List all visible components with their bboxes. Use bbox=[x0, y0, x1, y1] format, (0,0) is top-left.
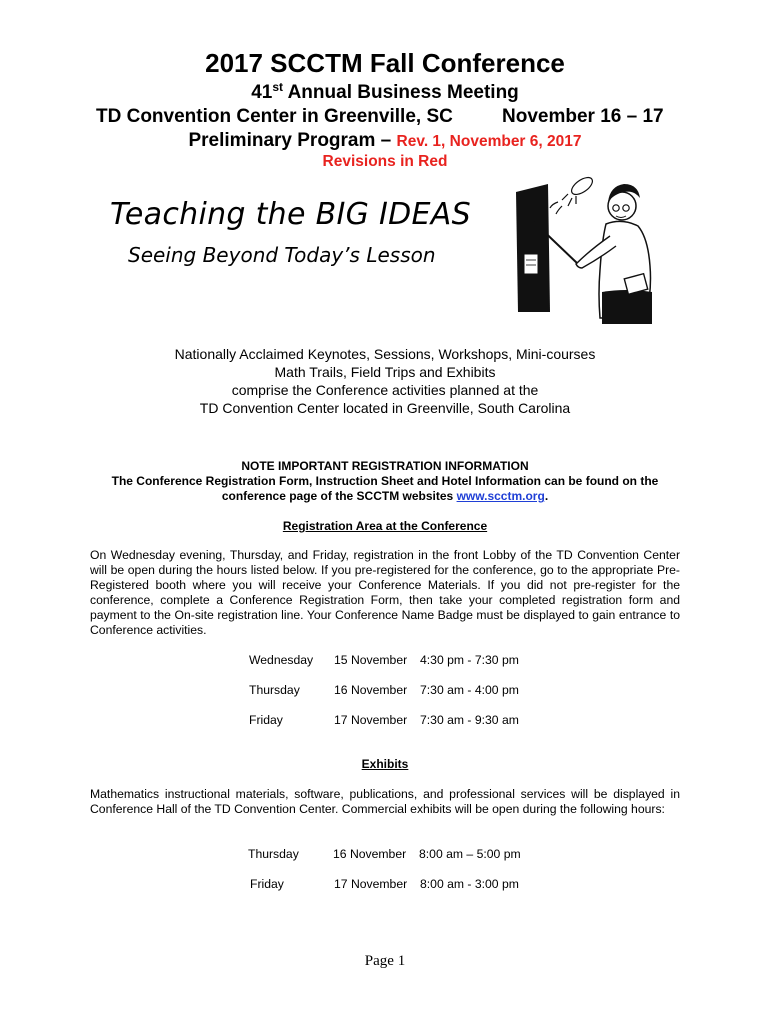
meeting-line bbox=[0, 82, 770, 104]
registration-note-line: The Conference Registration Form, Instruction Sheet and Hotel Information can be found on the bbox=[111, 474, 659, 488]
schedule-date: 17 November bbox=[334, 877, 408, 891]
scctm-website-link[interactable]: www.scctm.org bbox=[456, 489, 545, 503]
registration-note-period: . bbox=[544, 489, 549, 503]
schedule-day: Wednesday bbox=[249, 653, 314, 667]
exhibits-paragraph: Mathematics instructional materials, software, publications, and professional services will be displayed in Conference Hall of the TD Convention Center. Commercial exhibits will be open during the following hours: bbox=[90, 787, 680, 816]
venue-line bbox=[96, 106, 664, 128]
schedule-day: Friday bbox=[249, 713, 283, 727]
intro-line: Math Trails, Field Trips and Exhibits bbox=[274, 364, 496, 380]
registration-schedule-row bbox=[0, 713, 770, 729]
intro-line: Nationally Acclaimed Keynotes, Sessions, Workshops, Mini-courses bbox=[174, 346, 596, 362]
theme-subtitle: Seeing Beyond Today’s Lesson bbox=[128, 243, 436, 267]
venue: TD Convention Center in Greenville, SC bbox=[96, 106, 453, 127]
document-title: 2017 SCCTM Fall Conference bbox=[205, 48, 565, 78]
registration-schedule-row bbox=[0, 683, 770, 699]
meeting-ordinal: st bbox=[272, 80, 284, 94]
schedule-time: 7:30 am - 4:00 pm bbox=[420, 683, 519, 697]
program-label: Preliminary Program – bbox=[188, 130, 397, 151]
meeting-number: 41 bbox=[251, 82, 273, 103]
schedule-day: Friday bbox=[250, 877, 284, 891]
exhibits-schedule-row bbox=[0, 847, 770, 863]
schedule-time: 8:00 am - 3:00 pm bbox=[420, 877, 519, 891]
conference-dates: November 16 – 17 bbox=[502, 106, 664, 127]
registration-area-paragraph: On Wednesday evening, Thursday, and Friday, registration in the front Lobby of the TD Convention Center will be open during the hours listed below. If you pre-registered for the conference, go to the appropriate Pre-Registered booth where you will receive your Conference Materials. If you did not pre-register for the conference, complete a Conference Registration Form, then take your completed registration form and payment to the On-site registration line. Your Conference Name Badge must be displayed to gain entrance to Conference activities. bbox=[90, 548, 680, 637]
schedule-day: Thursday bbox=[248, 847, 299, 861]
revisions-note: Revisions in Red bbox=[322, 153, 448, 170]
intro-line: TD Convention Center located in Greenville, South Carolina bbox=[199, 400, 571, 416]
registration-area-heading: Registration Area at the Conference bbox=[282, 519, 488, 533]
registration-note bbox=[0, 459, 770, 504]
registration-note-heading: NOTE IMPORTANT REGISTRATION INFORMATION bbox=[241, 459, 529, 473]
exhibits-heading: Exhibits bbox=[361, 757, 409, 771]
teacher-illustration bbox=[510, 172, 660, 324]
program-line bbox=[0, 130, 770, 152]
schedule-time: 7:30 am - 9:30 am bbox=[420, 713, 519, 727]
schedule-time: 8:00 am – 5:00 pm bbox=[419, 847, 521, 861]
registration-schedule-row bbox=[0, 653, 770, 669]
schedule-day: Thursday bbox=[249, 683, 300, 697]
intro-line: comprise the Conference activities planned at the bbox=[231, 382, 539, 398]
program-revision: Rev. 1, November 6, 2017 bbox=[396, 133, 582, 150]
schedule-date: 15 November bbox=[334, 653, 408, 667]
registration-note-text: conference page of the SCCTM websites bbox=[221, 489, 457, 503]
schedule-date: 17 November bbox=[334, 713, 408, 727]
meeting-label: Annual Business Meeting bbox=[283, 82, 519, 103]
page-number: Page 1 bbox=[364, 953, 406, 969]
schedule-date: 16 November bbox=[333, 847, 407, 861]
intro-block bbox=[0, 345, 770, 417]
registration-note-line bbox=[0, 489, 770, 504]
exhibits-schedule-row bbox=[0, 877, 770, 893]
theme-title: Teaching the BIG IDEAS bbox=[110, 197, 471, 232]
schedule-time: 4:30 pm - 7:30 pm bbox=[420, 653, 519, 667]
schedule-date: 16 November bbox=[334, 683, 408, 697]
